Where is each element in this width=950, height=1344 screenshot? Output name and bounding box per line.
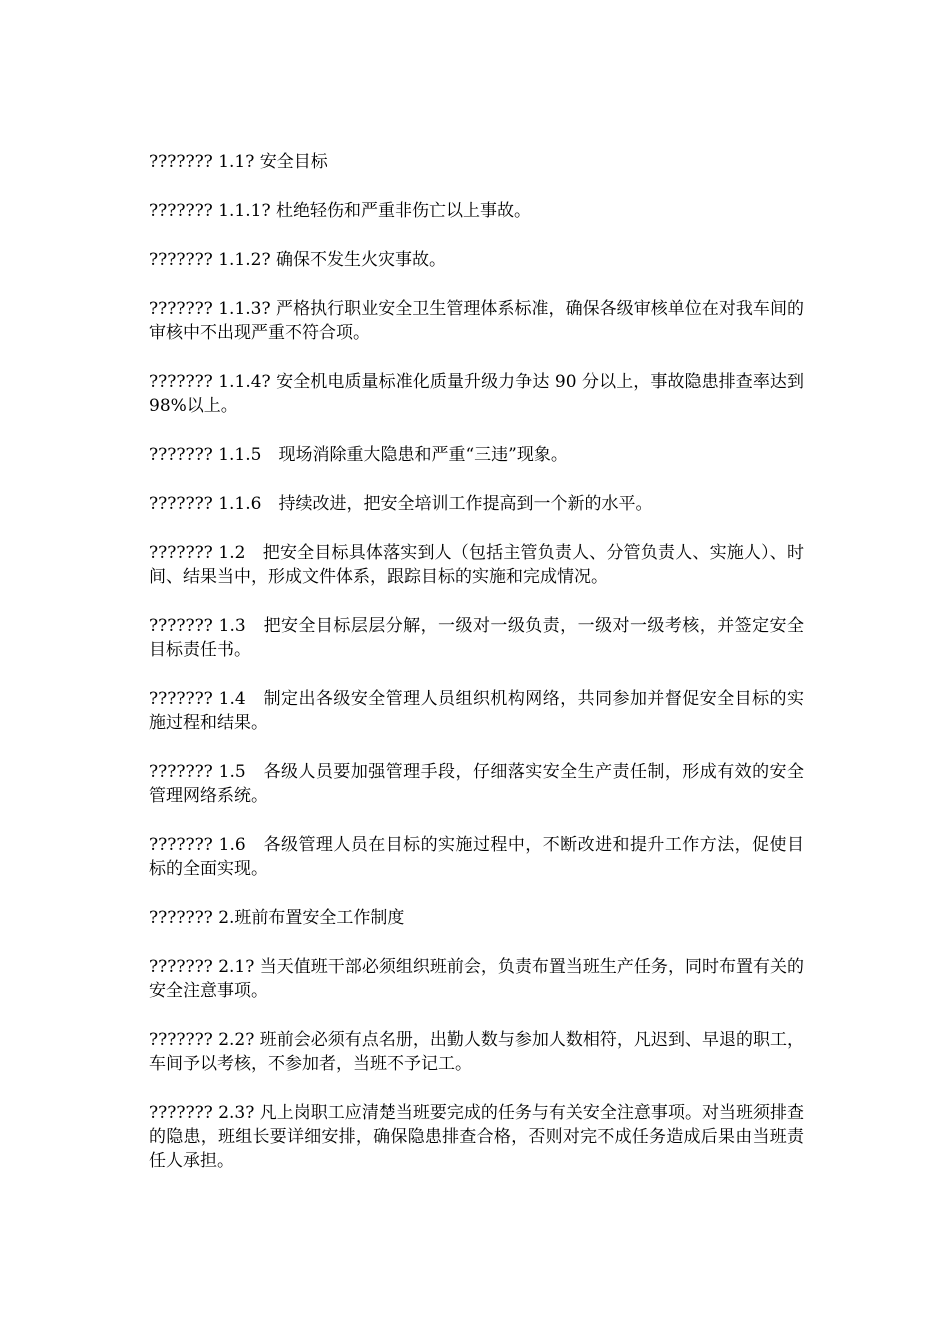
paragraph-1-4: ??????? 1.4 制定出各级安全管理人员组织机构网络，共同参加并督促安全目标的实施过程和结果。 (149, 689, 804, 733)
section-heading-2: ??????? 2.班前布置安全工作制度 (149, 908, 405, 928)
paragraph-1-3: ??????? 1.3 把安全目标层层分解，一级对一级负责，一级对一级考核，并签定安全目标责任书。 (149, 616, 804, 660)
paragraph-1-5: ??????? 1.5 各级人员要加强管理手段，仔细落实安全生产责任制，形成有效的安全管理网络系统。 (149, 762, 804, 806)
paragraph-1-1: ??????? 1.1? 安全目标 (149, 152, 328, 172)
paragraph-1-1-1: ??????? 1.1.1? 杜绝轻伤和严重非伤亡以上事故。 (149, 201, 531, 221)
paragraph-1-1-6: ??????? 1.1.6 持续改进，把安全培训工作提高到一个新的水平。 (149, 494, 653, 514)
paragraph-1-2: ??????? 1.2 把安全目标具体落实到人（包括主管负责人、分管负责人、实施人）、时间、结果当中，形成文件体系，跟踪目标的实施和完成情况。 (149, 543, 804, 587)
paragraph-1-1-3: ??????? 1.1.3? 严格执行职业安全卫生管理体系标准，确保各级审核单位在对我车间的审核中不出现严重不符合项。 (149, 299, 804, 343)
paragraph-2-1: ??????? 2.1? 当天值班干部必须组织班前会，负责布置当班生产任务，同时布置有关的安全注意事项。 (149, 957, 804, 1001)
paragraph-1-1-2: ??????? 1.1.2? 确保不发生火灾事故。 (149, 250, 446, 270)
paragraph-1-6: ??????? 1.6 各级管理人员在目标的实施过程中，不断改进和提升工作方法，促使目标的全面实现。 (149, 835, 804, 879)
paragraph-1-1-5: ??????? 1.1.5 现场消除重大隐患和严重“三违”现象。 (149, 445, 568, 465)
paragraph-2-2: ??????? 2.2? 班前会必须有点名册，出勤人数与参加人数相符，凡迟到、早退的职工，车间予以考核，不参加者，当班不予记工。 (149, 1030, 804, 1074)
paragraph-2-3: ??????? 2.3? 凡上岗职工应清楚当班要完成的任务与有关安全注意事项。对当班须排查的隐患，班组长要详细安排，确保隐患排查合格，否则对完不成任务造成后果由当班责任人承担。 (149, 1103, 804, 1171)
document-page (149, 150, 804, 1198)
paragraph-1-1-4: ??????? 1.1.4? 安全机电质量标准化质量升级力争达 90 分以上，事故隐患排查率达到 98%以上。 (149, 372, 804, 416)
